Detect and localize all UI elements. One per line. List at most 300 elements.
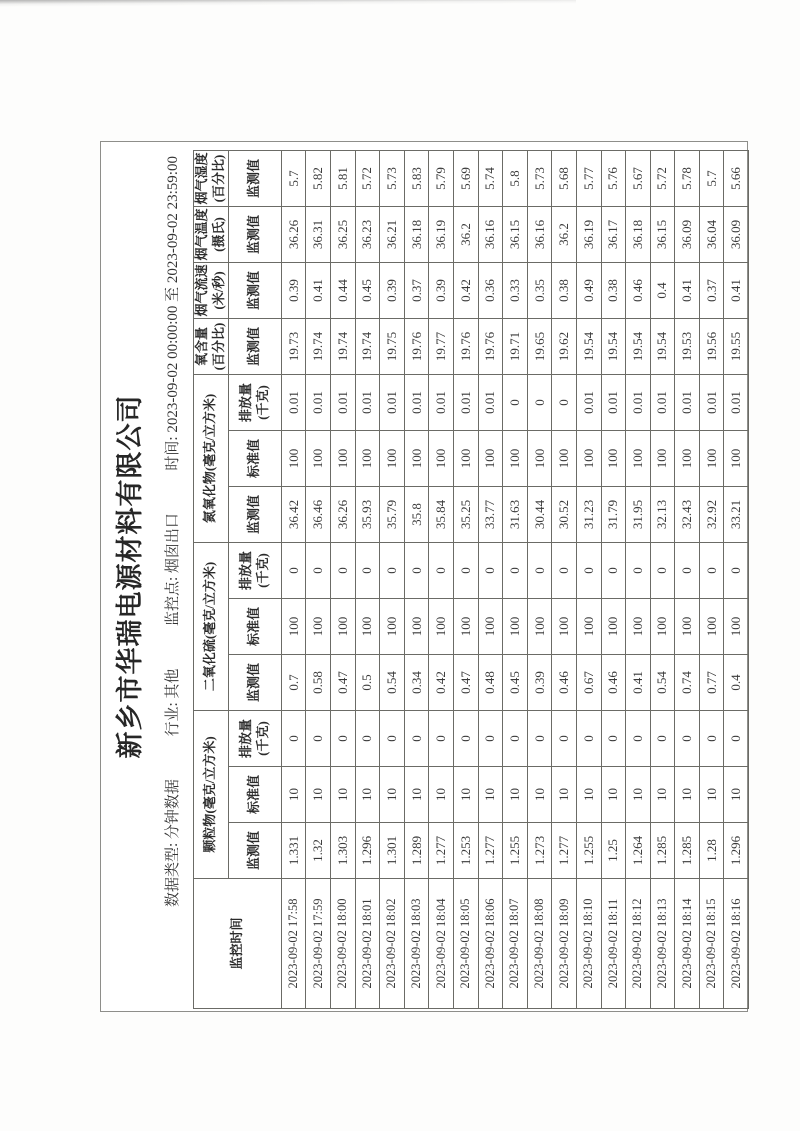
value-cell: 19.62 — [552, 318, 577, 374]
value-cell: 0 — [478, 542, 503, 598]
table-row — [281, 150, 306, 1008]
value-cell: 35.79 — [380, 486, 405, 542]
value-cell: 10 — [355, 767, 380, 823]
monitor-time-cell: 2023-09-02 18:04 — [429, 879, 454, 1009]
value-cell: 0 — [527, 542, 552, 598]
value-cell: 1.273 — [527, 823, 552, 879]
value-cell: 5.83 — [404, 150, 429, 206]
value-cell: 0 — [306, 710, 331, 766]
value-cell: 0.37 — [699, 262, 724, 318]
table-row — [478, 150, 503, 1008]
monitor-time-cell: 2023-09-02 18:09 — [552, 879, 577, 1009]
monitor-time-cell: 2023-09-02 18:03 — [404, 879, 429, 1009]
value-cell: 0 — [453, 542, 478, 598]
value-cell: 0.77 — [699, 654, 724, 710]
value-cell: 36.17 — [601, 206, 626, 262]
value-cell: 100 — [281, 430, 306, 486]
value-cell: 36.26 — [281, 206, 306, 262]
value-cell: 19.73 — [281, 318, 306, 374]
value-cell: 31.63 — [503, 486, 528, 542]
value-cell: 1.296 — [724, 823, 749, 879]
value-cell: 100 — [503, 430, 528, 486]
value-cell: 36.04 — [699, 206, 724, 262]
value-cell: 0 — [404, 542, 429, 598]
value-cell: 0.41 — [306, 262, 331, 318]
meta-station — [161, 513, 182, 626]
header-group-row — [194, 150, 229, 1008]
value-cell: 0.39 — [281, 262, 306, 318]
value-cell: 100 — [478, 430, 503, 486]
value-cell: 36.19 — [576, 206, 601, 262]
table-row — [650, 150, 675, 1008]
value-cell: 32.92 — [699, 486, 724, 542]
pollutant-group-header: 烟气湿度(百分比) — [194, 150, 229, 206]
value-cell: 30.44 — [527, 486, 552, 542]
monitor-time-cell: 2023-09-02 18:01 — [355, 879, 380, 1009]
monitor-time-cell: 2023-09-02 18:10 — [576, 879, 601, 1009]
pollutant-group-header: 二氧化硫(毫克/立方米) — [194, 542, 229, 710]
value-cell: 0 — [355, 542, 380, 598]
value-cell: 100 — [601, 598, 626, 654]
value-cell: 0.41 — [724, 262, 749, 318]
value-cell: 32.43 — [675, 486, 700, 542]
value-cell: 100 — [675, 430, 700, 486]
monitor-time-cell: 2023-09-02 18:06 — [478, 879, 503, 1009]
monitor-time-cell: 2023-09-02 18:07 — [503, 879, 528, 1009]
value-cell: 36.09 — [724, 206, 749, 262]
value-cell: 100 — [453, 430, 478, 486]
value-cell: 5.66 — [724, 150, 749, 206]
value-cell: 36.31 — [306, 206, 331, 262]
value-cell: 19.54 — [576, 318, 601, 374]
metric-subheader: 监测值 — [228, 318, 281, 374]
value-cell: 100 — [453, 598, 478, 654]
value-cell: 100 — [527, 598, 552, 654]
value-cell: 0 — [429, 542, 454, 598]
value-cell: 0.01 — [650, 374, 675, 430]
metric-subheader: 监测值 — [228, 150, 281, 206]
value-cell: 36.15 — [650, 206, 675, 262]
value-cell: 36.16 — [478, 206, 503, 262]
value-cell: 0 — [527, 374, 552, 430]
value-cell: 5.81 — [330, 150, 355, 206]
table-row — [552, 150, 577, 1008]
value-cell: 10 — [429, 767, 454, 823]
value-cell: 0.74 — [675, 654, 700, 710]
value-cell: 0.5 — [355, 654, 380, 710]
value-cell: 1.253 — [453, 823, 478, 879]
value-cell: 35.25 — [453, 486, 478, 542]
value-cell: 0 — [675, 542, 700, 598]
value-cell: 0 — [576, 542, 601, 598]
metric-subheader: 监测值 — [228, 262, 281, 318]
scanned-report-sheet — [100, 141, 748, 1012]
value-cell: 1.296 — [355, 823, 380, 879]
value-cell: 5.7 — [699, 150, 724, 206]
value-cell: 0 — [281, 542, 306, 598]
value-cell: 36.18 — [404, 206, 429, 262]
table-row — [380, 150, 405, 1008]
value-cell: 0 — [601, 710, 626, 766]
value-cell: 100 — [306, 430, 331, 486]
value-cell: 0.01 — [355, 374, 380, 430]
value-cell: 0.39 — [429, 262, 454, 318]
meta-industry-label: 行业: — [165, 702, 181, 737]
value-cell: 5.69 — [453, 150, 478, 206]
value-cell: 36.21 — [380, 206, 405, 262]
value-cell: 100 — [626, 598, 651, 654]
table-row — [699, 150, 724, 1008]
value-cell: 0.44 — [330, 262, 355, 318]
value-cell: 0.45 — [503, 654, 528, 710]
value-cell: 1.28 — [699, 823, 724, 879]
value-cell: 0.46 — [601, 654, 626, 710]
metric-subheader: 监测值 — [228, 823, 281, 879]
metric-subheader: 监测值 — [228, 486, 281, 542]
table-row — [626, 150, 651, 1008]
monitor-time-cell: 2023-09-02 18:14 — [675, 879, 700, 1009]
value-cell: 31.95 — [626, 486, 651, 542]
monitor-time-cell: 2023-09-02 18:13 — [650, 879, 675, 1009]
pollutant-group-header: 氮氧化物(毫克/立方米) — [194, 374, 229, 542]
value-cell: 5.68 — [552, 150, 577, 206]
value-cell: 0 — [724, 710, 749, 766]
monitor-time-cell: 2023-09-02 18:16 — [724, 879, 749, 1009]
value-cell: 0.01 — [675, 374, 700, 430]
value-cell: 10 — [527, 767, 552, 823]
meta-data-type-value: 分钟数据 — [165, 779, 181, 840]
value-cell: 100 — [650, 430, 675, 486]
value-cell: 10 — [404, 767, 429, 823]
value-cell: 0.41 — [626, 654, 651, 710]
value-cell: 0.49 — [576, 262, 601, 318]
value-cell: 100 — [724, 430, 749, 486]
monitor-time-cell: 2023-09-02 18:15 — [699, 879, 724, 1009]
pollutant-group-header: 氧含量(百分比) — [194, 318, 229, 374]
value-cell: 19.76 — [453, 318, 478, 374]
meta-industry-value: 其他 — [165, 668, 181, 699]
value-cell: 100 — [527, 430, 552, 486]
metric-subheader: 排放量(千克) — [228, 542, 281, 598]
value-cell: 5.77 — [576, 150, 601, 206]
pollutant-group-header: 烟气流速(米/秒) — [194, 262, 229, 318]
value-cell: 10 — [552, 767, 577, 823]
value-cell: 35.8 — [404, 486, 429, 542]
table-body — [281, 150, 748, 1008]
value-cell: 36.2 — [453, 206, 478, 262]
value-cell: 5.78 — [675, 150, 700, 206]
value-cell: 19.56 — [699, 318, 724, 374]
value-cell: 0.01 — [281, 374, 306, 430]
table-row — [404, 150, 429, 1008]
table-row — [306, 150, 331, 1008]
monitoring-table — [193, 150, 749, 1009]
value-cell: 100 — [355, 598, 380, 654]
value-cell: 0 — [404, 710, 429, 766]
value-cell: 0 — [576, 710, 601, 766]
value-cell: 0 — [503, 374, 528, 430]
value-cell: 1.264 — [626, 823, 651, 879]
value-cell: 0.35 — [527, 262, 552, 318]
value-cell: 0.67 — [576, 654, 601, 710]
value-cell: 10 — [503, 767, 528, 823]
value-cell: 100 — [306, 598, 331, 654]
value-cell: 0.37 — [404, 262, 429, 318]
value-cell: 0.41 — [675, 262, 700, 318]
value-cell: 1.32 — [306, 823, 331, 879]
value-cell: 100 — [503, 598, 528, 654]
value-cell: 0.01 — [576, 374, 601, 430]
value-cell: 1.285 — [675, 823, 700, 879]
value-cell: 100 — [576, 598, 601, 654]
table-head — [194, 150, 282, 1008]
table-row — [355, 150, 380, 1008]
company-title: 新乡市华瑞电源材料有限公司 — [115, 394, 145, 759]
value-cell: 5.82 — [306, 150, 331, 206]
value-cell: 100 — [330, 430, 355, 486]
table-row — [576, 150, 601, 1008]
value-cell: 5.7 — [281, 150, 306, 206]
value-cell: 10 — [699, 767, 724, 823]
value-cell: 5.8 — [503, 150, 528, 206]
value-cell: 19.76 — [478, 318, 503, 374]
value-cell: 1.285 — [650, 823, 675, 879]
value-cell: 36.18 — [626, 206, 651, 262]
value-cell: 100 — [724, 598, 749, 654]
value-cell: 100 — [380, 430, 405, 486]
value-cell: 100 — [552, 430, 577, 486]
value-cell: 10 — [724, 767, 749, 823]
value-cell: 0.4 — [724, 654, 749, 710]
value-cell: 0.36 — [478, 262, 503, 318]
value-cell: 0.01 — [404, 374, 429, 430]
value-cell: 36.19 — [429, 206, 454, 262]
value-cell: 10 — [330, 767, 355, 823]
pollutant-group-header: 烟气温度(摄氏) — [194, 206, 229, 262]
value-cell: 19.71 — [503, 318, 528, 374]
meta-time-label: 时间: — [165, 436, 181, 471]
value-cell: 0.01 — [429, 374, 454, 430]
value-cell: 0.39 — [527, 654, 552, 710]
value-cell: 36.09 — [675, 206, 700, 262]
value-cell: 0.38 — [552, 262, 577, 318]
value-cell: 0.48 — [478, 654, 503, 710]
value-cell: 0.33 — [503, 262, 528, 318]
value-cell: 0 — [503, 710, 528, 766]
monitor-time-cell: 2023-09-02 17:59 — [306, 879, 331, 1009]
value-cell: 0.01 — [380, 374, 405, 430]
value-cell: 0 — [626, 710, 651, 766]
value-cell: 0.01 — [306, 374, 331, 430]
monitor-time-cell: 2023-09-02 18:05 — [453, 879, 478, 1009]
value-cell: 33.77 — [478, 486, 503, 542]
value-cell: 0 — [306, 542, 331, 598]
value-cell: 100 — [478, 598, 503, 654]
value-cell: 1.277 — [552, 823, 577, 879]
value-cell: 5.73 — [380, 150, 405, 206]
metric-subheader: 排放量(千克) — [228, 710, 281, 766]
value-cell: 0.54 — [650, 654, 675, 710]
metric-subheader: 监测值 — [228, 206, 281, 262]
value-cell: 1.301 — [380, 823, 405, 879]
value-cell: 5.73 — [527, 150, 552, 206]
value-cell: 36.46 — [306, 486, 331, 542]
value-cell: 19.75 — [380, 318, 405, 374]
value-cell: 100 — [355, 430, 380, 486]
value-cell: 100 — [429, 430, 454, 486]
value-cell: 0.34 — [404, 654, 429, 710]
value-cell: 1.331 — [281, 823, 306, 879]
value-cell: 100 — [552, 598, 577, 654]
value-cell: 100 — [650, 598, 675, 654]
monitor-time-cell: 2023-09-02 18:12 — [626, 879, 651, 1009]
meta-station-value: 烟囱出口 — [165, 513, 181, 574]
value-cell: 0.58 — [306, 654, 331, 710]
value-cell: 0 — [429, 710, 454, 766]
value-cell: 36.2 — [552, 206, 577, 262]
value-cell: 19.76 — [404, 318, 429, 374]
value-cell: 0.47 — [453, 654, 478, 710]
value-cell: 100 — [675, 598, 700, 654]
value-cell: 0.7 — [281, 654, 306, 710]
table-row — [527, 150, 552, 1008]
value-cell: 0.42 — [429, 654, 454, 710]
value-cell: 1.303 — [330, 823, 355, 879]
value-cell: 0 — [552, 710, 577, 766]
table-row — [453, 150, 478, 1008]
value-cell: 0 — [330, 542, 355, 598]
value-cell: 0 — [478, 710, 503, 766]
value-cell: 10 — [478, 767, 503, 823]
value-cell: 33.21 — [724, 486, 749, 542]
value-cell: 36.16 — [527, 206, 552, 262]
value-cell: 1.255 — [576, 823, 601, 879]
monitor-time-header: 监控时间 — [194, 879, 282, 1009]
value-cell: 0.01 — [724, 374, 749, 430]
value-cell: 1.25 — [601, 823, 626, 879]
value-cell: 35.93 — [355, 486, 380, 542]
value-cell: 10 — [576, 767, 601, 823]
value-cell: 19.55 — [724, 318, 749, 374]
value-cell: 36.42 — [281, 486, 306, 542]
value-cell: 100 — [699, 598, 724, 654]
value-cell: 0 — [724, 542, 749, 598]
value-cell: 0.46 — [552, 654, 577, 710]
value-cell: 100 — [576, 430, 601, 486]
value-cell: 0.01 — [453, 374, 478, 430]
value-cell: 19.74 — [330, 318, 355, 374]
table-row — [503, 150, 528, 1008]
value-cell: 1.277 — [478, 823, 503, 879]
value-cell: 10 — [626, 767, 651, 823]
value-cell: 0.47 — [330, 654, 355, 710]
value-cell: 0.01 — [478, 374, 503, 430]
value-cell: 0.38 — [601, 262, 626, 318]
value-cell: 36.25 — [330, 206, 355, 262]
meta-time-value: 2023-09-02 00:00:00 至 2023-09-02 23:59:00 — [165, 156, 181, 433]
value-cell: 19.54 — [601, 318, 626, 374]
value-cell: 0 — [650, 542, 675, 598]
meta-industry — [161, 669, 182, 737]
metric-subheader: 监测值 — [228, 654, 281, 710]
value-cell: 0.45 — [355, 262, 380, 318]
value-cell: 19.74 — [355, 318, 380, 374]
value-cell: 0.39 — [380, 262, 405, 318]
meta-station-label: 监控点: — [165, 576, 181, 627]
value-cell: 100 — [699, 430, 724, 486]
value-cell: 100 — [429, 598, 454, 654]
value-cell: 0 — [355, 710, 380, 766]
value-cell: 0.01 — [330, 374, 355, 430]
value-cell: 0.46 — [626, 262, 651, 318]
value-cell: 1.289 — [404, 823, 429, 879]
value-cell: 19.74 — [306, 318, 331, 374]
value-cell: 0 — [281, 710, 306, 766]
meta-data-type-label: 数据类型: — [165, 842, 181, 907]
value-cell: 0 — [699, 710, 724, 766]
value-cell: 0.42 — [453, 262, 478, 318]
value-cell: 5.72 — [650, 150, 675, 206]
value-cell: 31.79 — [601, 486, 626, 542]
value-cell: 0 — [330, 710, 355, 766]
value-cell: 0 — [675, 710, 700, 766]
value-cell: 1.255 — [503, 823, 528, 879]
metric-subheader: 标准值 — [228, 598, 281, 654]
value-cell: 0.01 — [699, 374, 724, 430]
value-cell: 36.15 — [503, 206, 528, 262]
value-cell: 1.277 — [429, 823, 454, 879]
value-cell: 0 — [601, 542, 626, 598]
monitor-time-cell: 2023-09-02 18:08 — [527, 879, 552, 1009]
value-cell: 19.65 — [527, 318, 552, 374]
value-cell: 5.67 — [626, 150, 651, 206]
value-cell: 100 — [601, 430, 626, 486]
value-cell: 0 — [503, 542, 528, 598]
value-cell: 19.53 — [675, 318, 700, 374]
metric-subheader: 标准值 — [228, 767, 281, 823]
meta-time-range — [161, 156, 182, 471]
value-cell: 100 — [626, 430, 651, 486]
table-row — [330, 150, 355, 1008]
value-cell: 31.23 — [576, 486, 601, 542]
value-cell: 19.77 — [429, 318, 454, 374]
value-cell: 0 — [626, 542, 651, 598]
value-cell: 100 — [380, 598, 405, 654]
monitor-time-cell: 2023-09-02 17:58 — [281, 879, 306, 1009]
value-cell: 0.54 — [380, 654, 405, 710]
value-cell: 5.72 — [355, 150, 380, 206]
monitor-time-cell: 2023-09-02 18:00 — [330, 879, 355, 1009]
value-cell: 32.13 — [650, 486, 675, 542]
value-cell: 5.79 — [429, 150, 454, 206]
table-row — [429, 150, 454, 1008]
value-cell: 35.84 — [429, 486, 454, 542]
value-cell: 0 — [453, 710, 478, 766]
value-cell: 0 — [699, 542, 724, 598]
scanner-edge-shadow — [0, 0, 576, 7]
meta-data-type — [161, 779, 182, 907]
monitor-time-cell: 2023-09-02 18:02 — [380, 879, 405, 1009]
value-cell: 0.4 — [650, 262, 675, 318]
value-cell: 10 — [675, 767, 700, 823]
monitor-time-cell: 2023-09-02 18:11 — [601, 879, 626, 1009]
value-cell: 10 — [601, 767, 626, 823]
value-cell: 100 — [330, 598, 355, 654]
value-cell: 5.76 — [601, 150, 626, 206]
table-row — [675, 150, 700, 1008]
value-cell: 0 — [552, 374, 577, 430]
value-cell: 0 — [650, 710, 675, 766]
